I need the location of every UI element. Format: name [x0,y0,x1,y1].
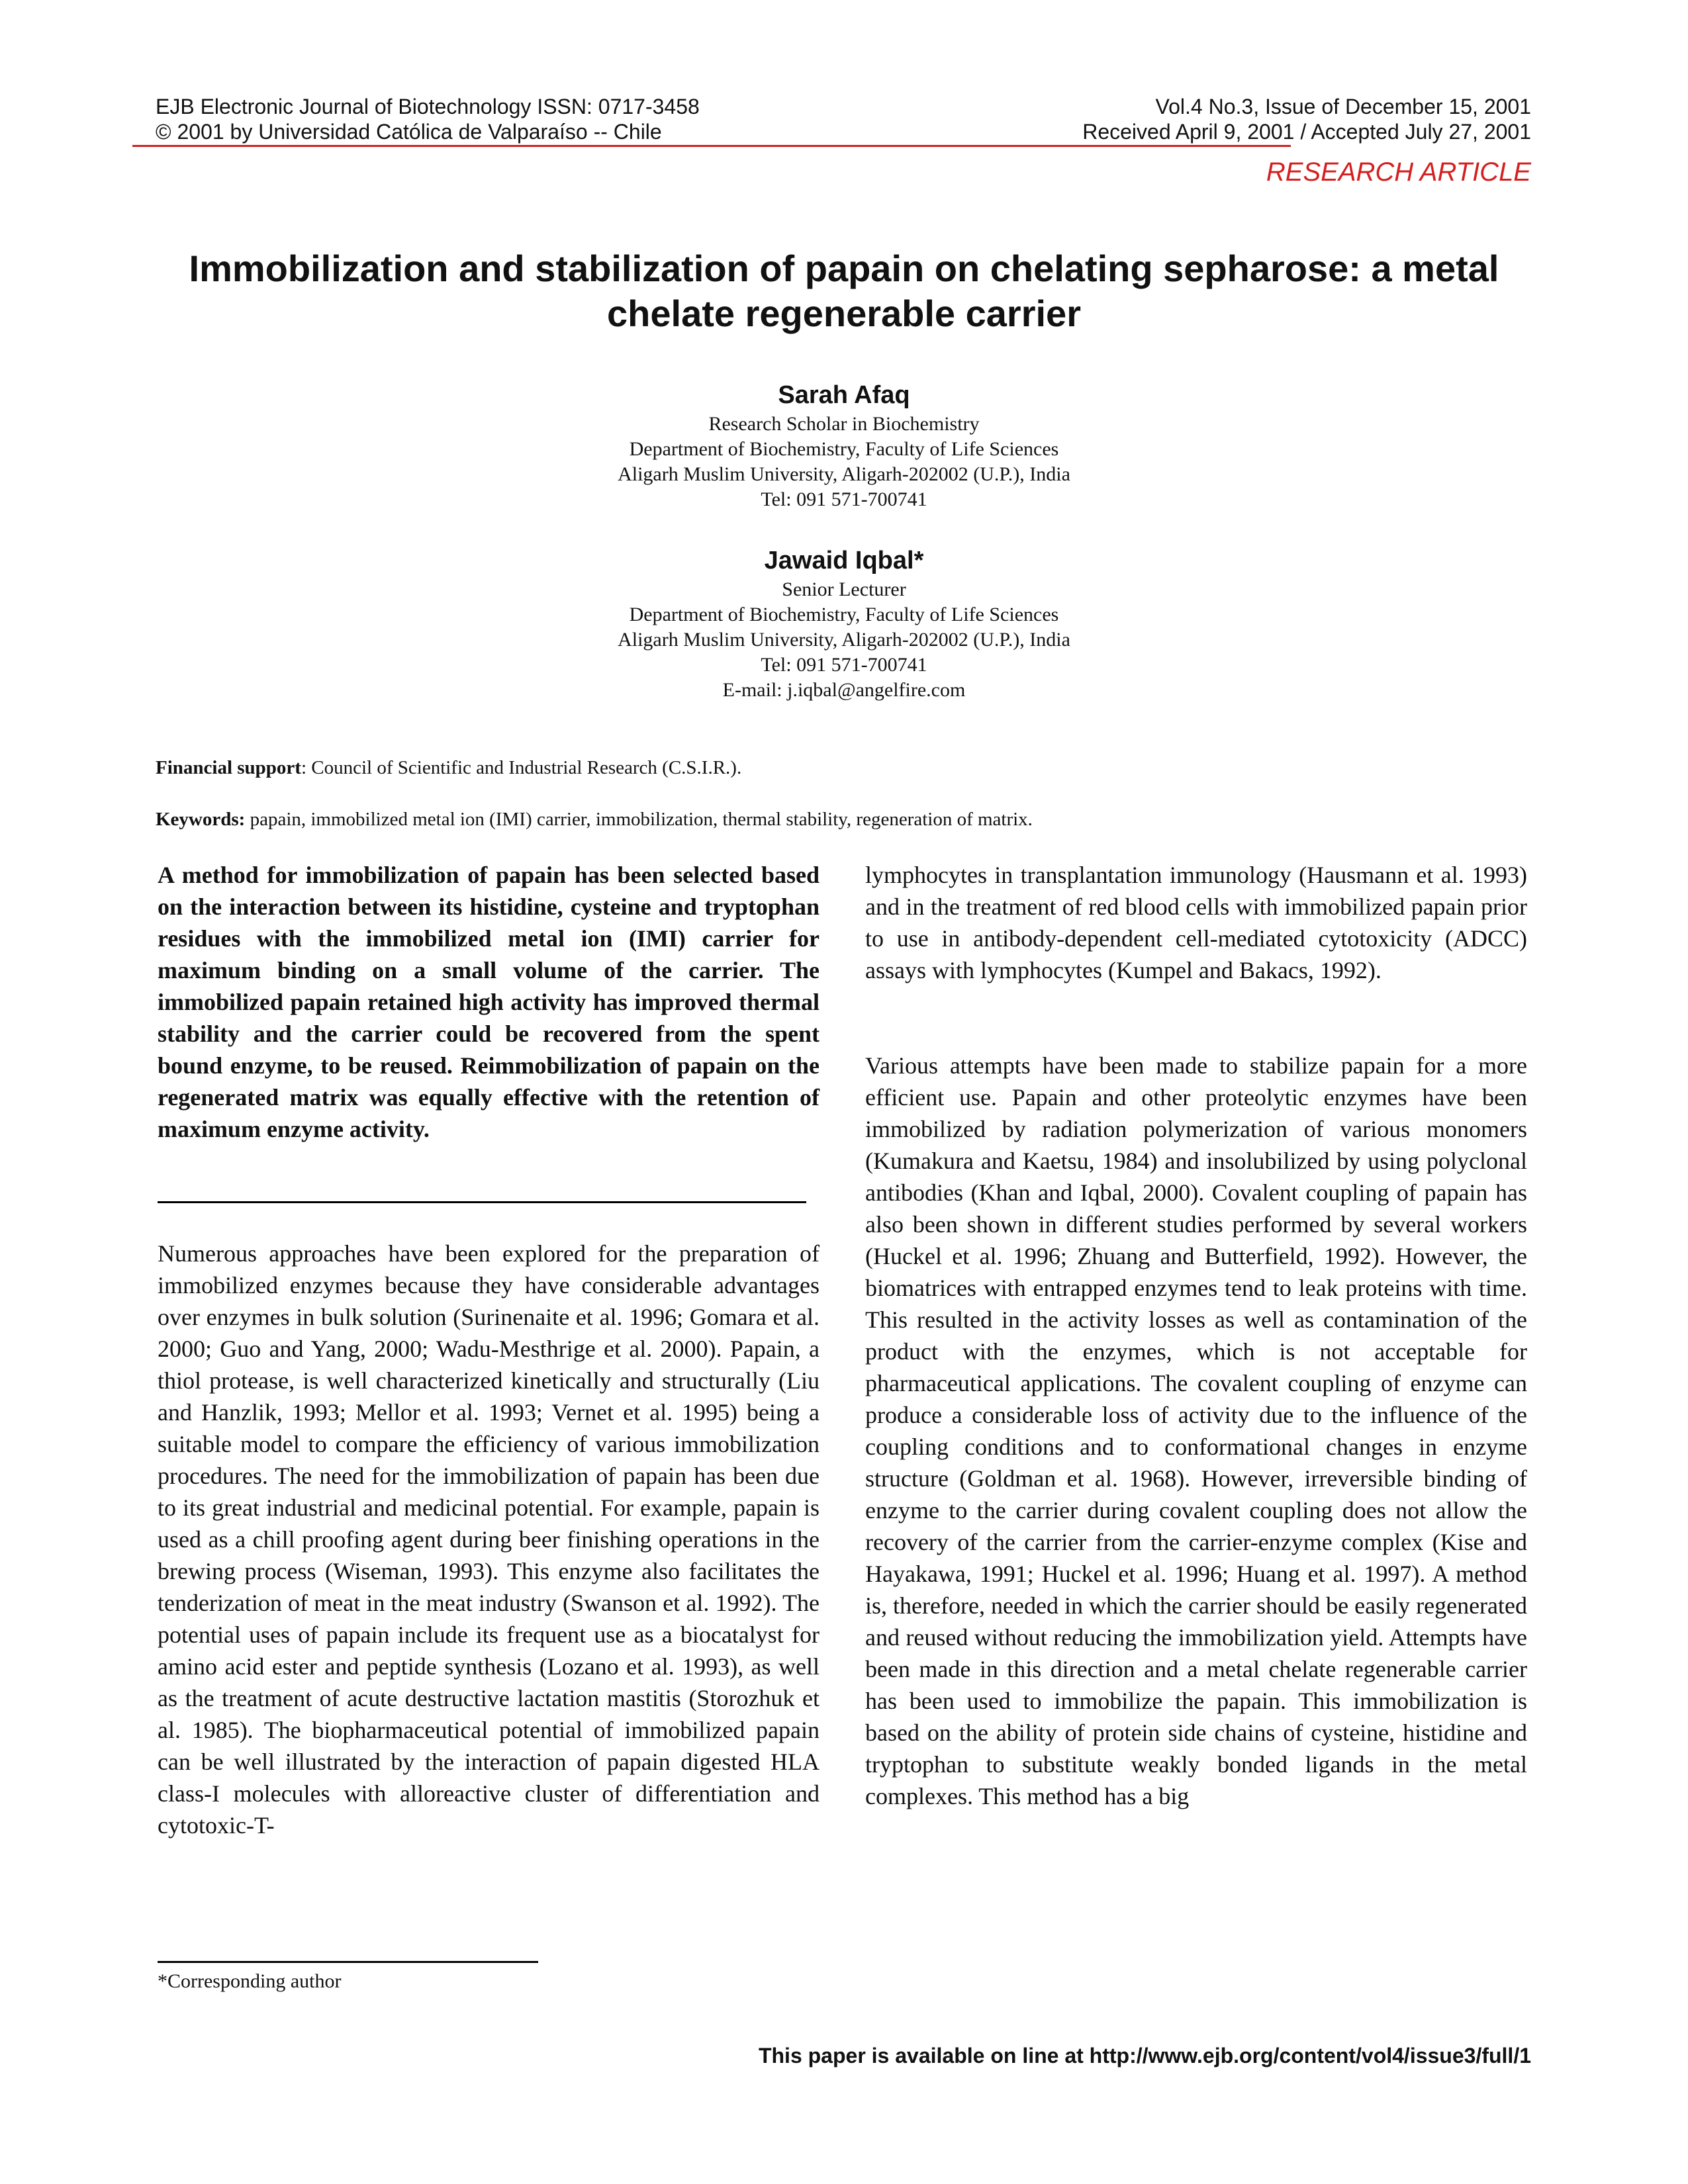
body-paragraph-right-1: lymphocytes in transplantation immunology (Hausmann et al. 1993) and in the treatment of red blood cells with immobilized papain prior to use in antibody-dependent cell-mediated cytotoxicity (ADCC) assays with lymphocytes (Kumpel and Bakacs, 1992). [865,862,1527,983]
financial-support [156,756,741,780]
journal-line: EJB Electronic Journal of Biotechnology ISSN: 0717-3458 [156,95,700,118]
issue-header [1082,94,1531,144]
author-position: Senior Lecturer [782,578,906,600]
author-institution: Aligarh Muslim University, Aligarh-202002 (U.P.), India [618,463,1070,485]
author-block [331,544,1357,703]
footnote: *Corresponding author [158,1970,342,1992]
author-department: Department of Biochemistry, Faculty of Life Sciences [629,438,1059,460]
keywords-label: Keywords: [156,809,246,830]
body-paragraph-intro: Numerous approaches have been explored for the preparation of immobilized enzymes because they have considerable advantages over enzymes in bulk solution (Surinenaite et al. 1996; Gomara et al. 2000; Guo and Yang, 2000; Wadu-Mesthrige et al. 2000). Papain, a thiol protease, is well characterized kinetically and structurally (Liu and Hanzlik, 1993; Mellor et al. 1993; Vernet et al. 1995) being a suitable model to compare the efficiency of various immobilization procedures. The need for the immobilization of papain has been due to its great industrial and medicinal potential. For example, papain is used as a chill proofing agent during beer finishing operations in the brewing process (Wiseman, 1993). This enzyme also facilitates the tenderization of meat in the meat industry (Swanson et al. 1992). The potential uses of papain include its frequent use as a biocatalyst for amino acid ester and peptide synthesis (Lozano et al. 1993), as well as the treatment of acute destructive lactation mastitis (Storozhuk et al. 1985). The biopharmaceutical potential of immobilized papain can be well illustrated by the interaction of papain digested HLA class-I molecules with alloreactive cluster of differentiation and cytotoxic-T- [158,1240,820,1839]
financial-support-label: Financial support [156,757,301,778]
paper-title: Immobilization and stabilization of papain on chelating sepharose: a metal chelate regenerable carrier [189,248,1499,334]
author-tel: Tel: 091 571-700741 [761,488,927,510]
author-institution: Aligarh Muslim University, Aligarh-202002 (U.P.), India [618,629,1070,651]
author-department: Department of Biochemistry, Faculty of Life Sciences [629,604,1059,625]
keywords-text: papain, immobilized metal ion (IMI) carrier, immobilization, thermal stability, regeneration of matrix. [245,809,1033,830]
author-email[interactable]: E-mail: j.iqbal@angelfire.com [722,679,966,701]
issue-line: Vol.4 No.3, Issue of December 15, 2001 [1155,95,1531,118]
author-block [331,379,1357,512]
footnote-rule [158,1961,538,1963]
author-name: Jawaid Iqbal* [764,547,924,574]
dates-line: Received April 9, 2001 / Accepted July 27, 2001 [1082,120,1531,144]
author-position: Research Scholar in Biochemistry [708,413,980,435]
abstract-rule [158,1201,806,1203]
footer-url[interactable]: This paper is available on line at http://www.ejb.org/content/vol4/issue3/full/1 [758,2044,1531,2068]
keywords [156,807,1033,831]
author-name: Sarah Afaq [778,381,910,409]
header-rule [132,145,1291,147]
body-paragraph-right-2: Various attempts have been made to stabilize papain for a more efficient use. Papain and other proteolytic enzymes have been immobilized by radiation polymerization of various monomers (Kumakura and Kaetsu, 1984) and insolubilized by using polyclonal antibodies (Khan and Iqbal, 2000). Covalent coupling of papain has also been shown in different studies performed by several workers (Huckel et al. 1996; Zhuang and Butterfield, 1992). However, the biomatrices with entrapped enzymes tend to leak proteins with time. This resulted in the activity losses as well as contamination of the product with the enzymes, which is not acceptable for pharmaceutical applications. The covalent coupling of enzyme can produce a considerable loss of activity due to the influence of the coupling conditions and to conformational changes in enzyme structure (Goldman et al. 1968). However, irreversible binding of enzyme to the carrier during covalent coupling does not allow the recovery of the carrier from the carrier-enzyme complex (Kise and Hayakawa, 1991; Huckel et al. 1996; Huang et al. 1997). A method is, therefore, needed in which the carrier should be easily regenerated and reused without reducing the immobilization yield. Attempts have been made in this direction and a metal chelate regenerable carrier has been used to immobilize the papain. This immobilization is based on the ability of protein side chains of cysteine, histidine and tryptophan to substitute weakly bonded ligands in the metal complexes. This method has a big [865,1052,1527,1809]
abstract: A method for immobilization of papain has been selected based on the interaction between its histidine, cysteine and tryptophan residues with the immobilized metal ion (IMI) carrier for maximum binding on a small volume of the carrier. The immobilized papain retained high activity has improved thermal stability and the carrier could be recovered from the spent bound enzyme, to be reused. Reimmobilization of papain on the regenerated matrix was equally effective with the retention of maximum enzyme activity. [158,862,820,1142]
article-type: RESEARCH ARTICLE [1266,158,1531,187]
copyright-line: © 2001 by Universidad Católica de Valparaíso -- Chile [156,120,662,144]
journal-header [156,94,700,144]
author-tel: Tel: 091 571-700741 [761,654,927,676]
financial-support-text: : Council of Scientific and Industrial Research (C.S.I.R.). [301,757,742,778]
